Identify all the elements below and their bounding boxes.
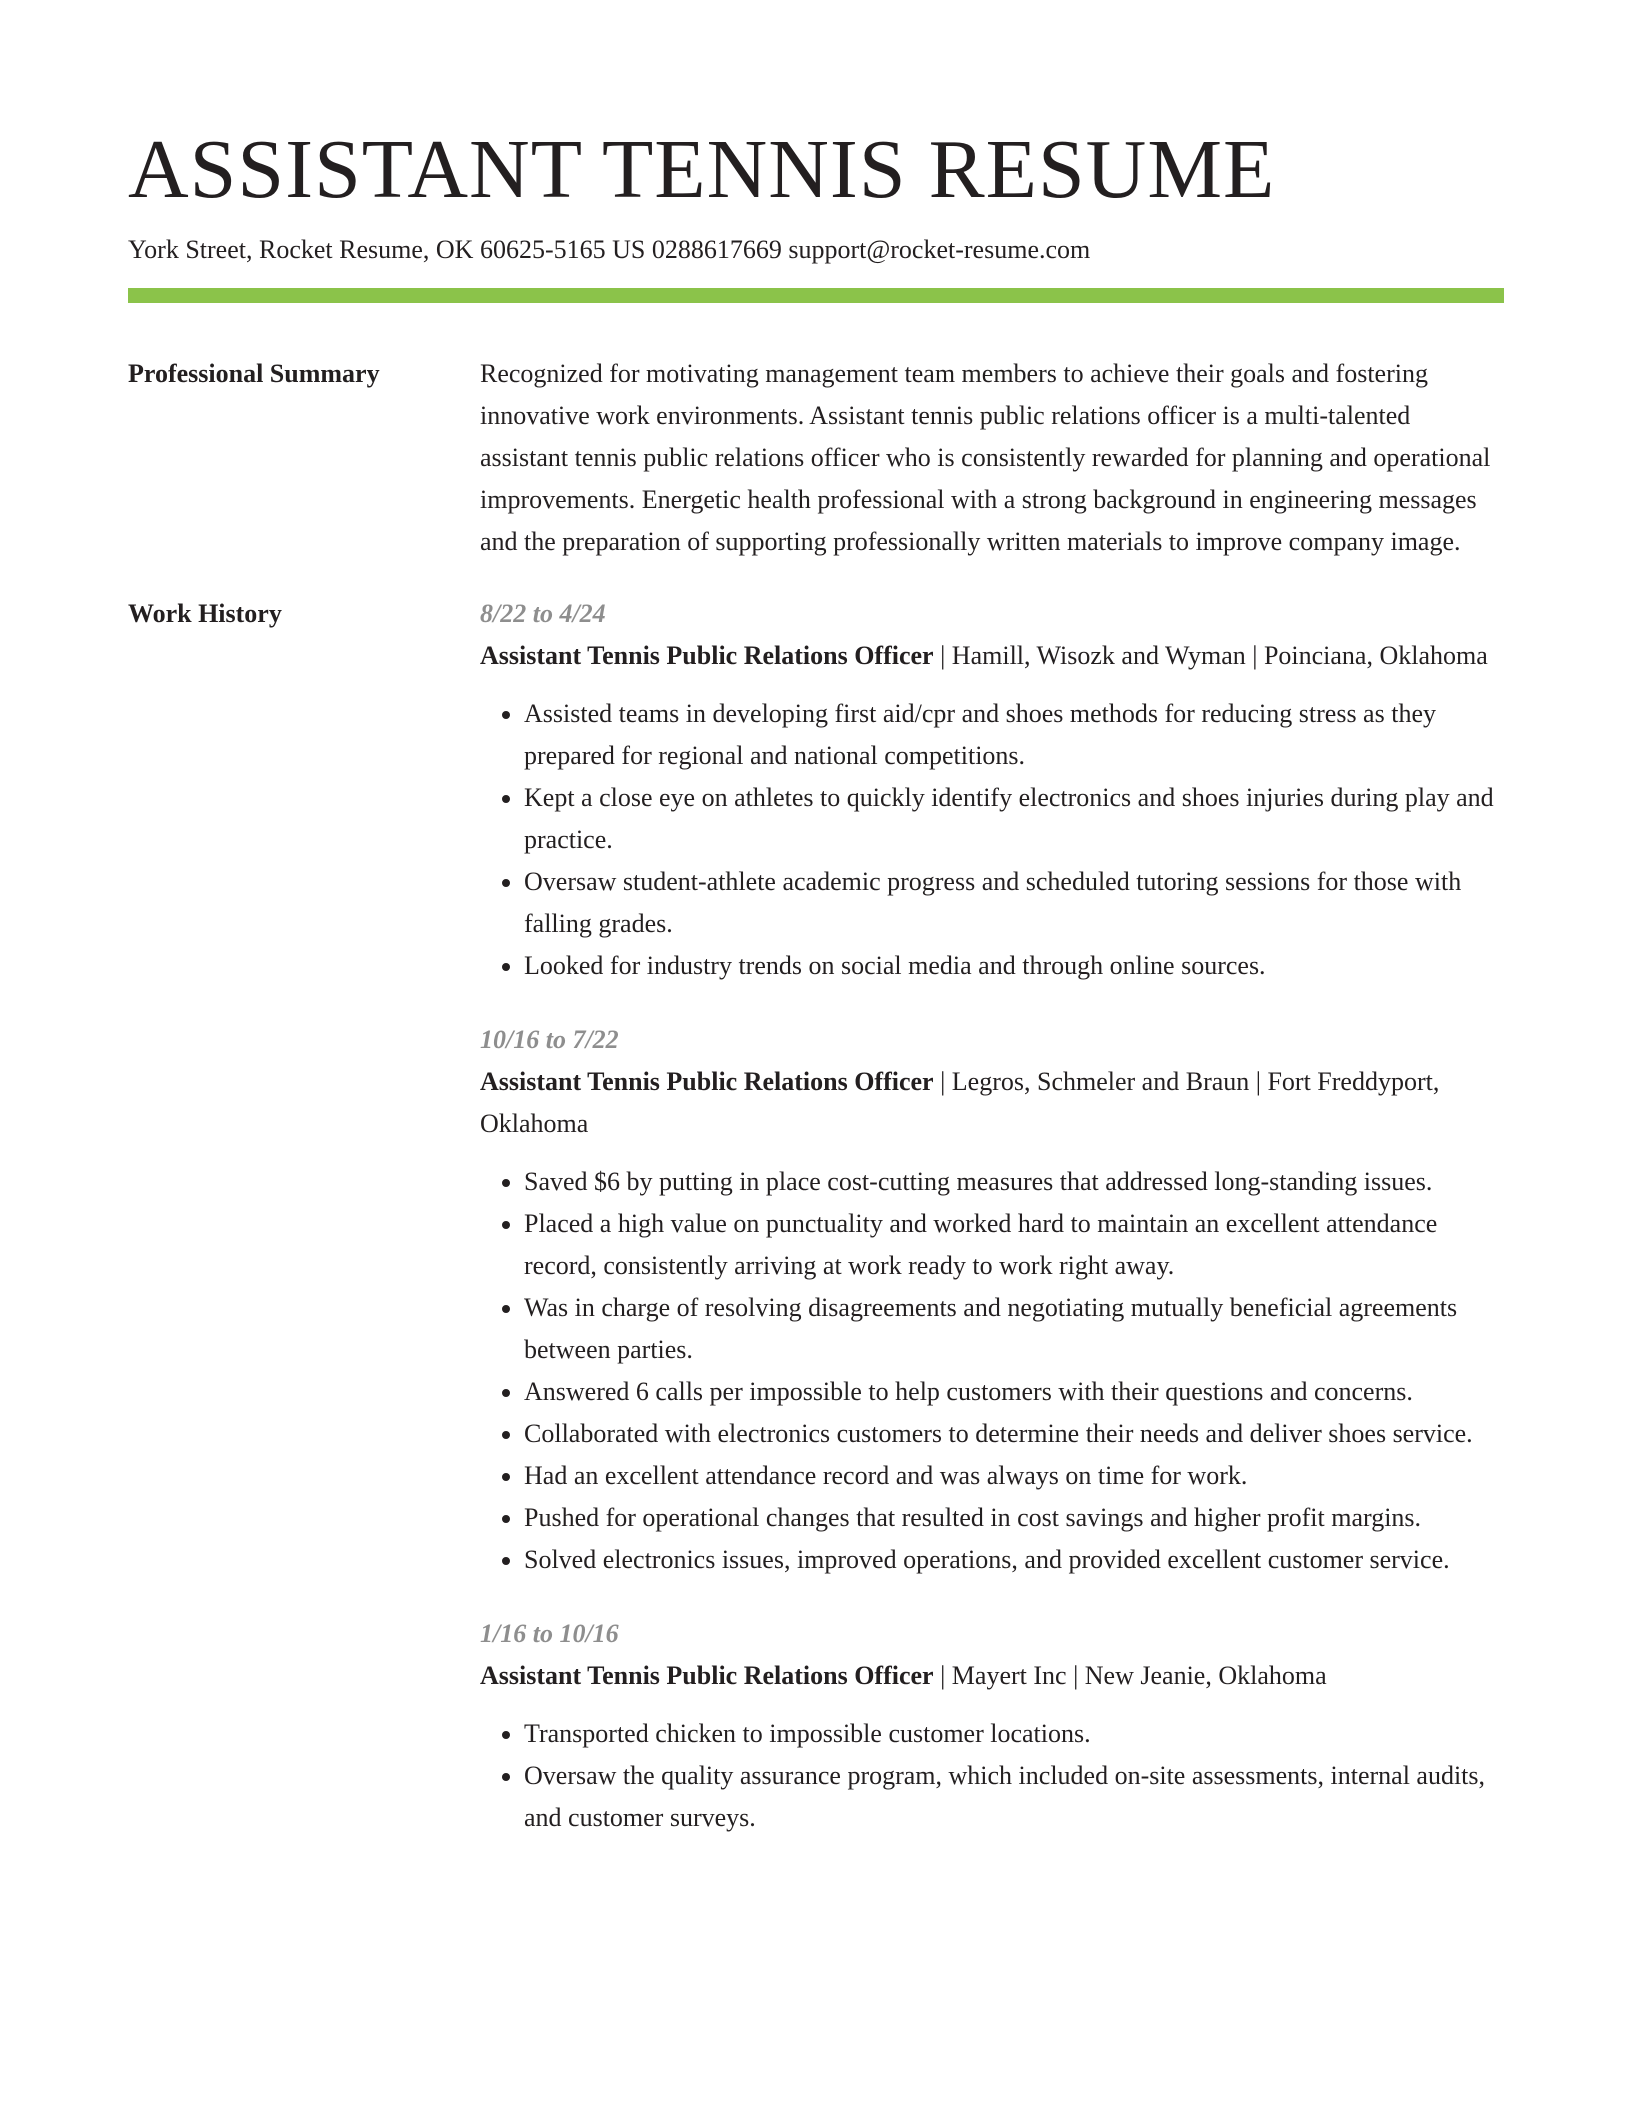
professional-summary-section [128, 353, 1504, 563]
job-entry [480, 593, 1504, 987]
job-entry [480, 1613, 1504, 1839]
job-bullet: • Kept a close eye on athletes to quickly identify electronics and shoes injuries during play and practice. [524, 777, 1504, 861]
job-dates: 10/16 to 7/22 [480, 1025, 619, 1054]
job-bullet: • Pushed for operational changes that resulted in cost savings and higher profit margins. [524, 1497, 1504, 1539]
job-bullets [480, 1713, 1504, 1839]
job-heading [480, 635, 1504, 677]
job-bullet: • Was in charge of resolving disagreements and negotiating mutually beneficial agreements between parties. [524, 1287, 1504, 1371]
section-label-work: Work History [128, 599, 282, 628]
job-bullet: • Placed a high value on punctuality and worked hard to maintain an excellent attendance record, consistently arriving at work ready to work right away. [524, 1203, 1504, 1287]
job-title: Assistant Tennis Public Relations Officer [480, 641, 934, 670]
job-title: Assistant Tennis Public Relations Officer [480, 1067, 934, 1096]
job-bullet: • Looked for industry trends on social media and through online sources. [524, 945, 1504, 987]
job-heading [480, 1061, 1504, 1145]
work-history-list [480, 593, 1504, 1871]
job-details: | Mayert Inc | New Jeanie, Oklahoma [933, 1661, 1327, 1690]
resume-page [128, 118, 1504, 1871]
job-dates: 8/22 to 4/24 [480, 599, 606, 628]
job-heading [480, 1655, 1504, 1697]
job-bullet: • Collaborated with electronics customers to determine their needs and deliver shoes service. [524, 1413, 1504, 1455]
job-entry [480, 1019, 1504, 1581]
job-bullet: • Had an excellent attendance record and was always on time for work. [524, 1455, 1504, 1497]
job-bullet: • Assisted teams in developing first aid/cpr and shoes methods for reducing stress as they prepared for regional and national competitions. [524, 693, 1504, 777]
section-label-summary: Professional Summary [128, 359, 380, 388]
job-bullets [480, 693, 1504, 987]
job-dates: 1/16 to 10/16 [480, 1619, 619, 1648]
job-details: | Hamill, Wisozk and Wyman | Poinciana, Oklahoma [933, 641, 1488, 670]
job-details: | Legros, Schmeler and Braun | Fort Freddyport, Oklahoma [480, 1067, 1440, 1138]
job-title: Assistant Tennis Public Relations Officer [480, 1661, 934, 1690]
job-bullet: • Saved $6 by putting in place cost-cutting measures that addressed long-standing issues. [524, 1161, 1504, 1203]
summary-text: Recognized for motivating management team members to achieve their goals and fostering innovative work environments. Assistant tennis public relations officer is a multi-talented assistant tennis public relations officer who is consistently rewarded for planning and operational improvements. Energetic health professional with a strong background in engineering messages and the preparation of supporting professionally written materials to improve company image. [480, 359, 1491, 556]
resume-title: ASSISTANT TENNIS RESUME [128, 123, 1276, 216]
contact-line: York Street, Rocket Resume, OK 60625-5165 US 0288617669 support@rocket-resume.com [128, 235, 1091, 264]
job-bullet: • Oversaw student-athlete academic progress and scheduled tutoring sessions for those with falling grades. [524, 861, 1504, 945]
job-bullets [480, 1161, 1504, 1581]
job-bullet: • Answered 6 calls per impossible to help customers with their questions and concerns. [524, 1371, 1504, 1413]
job-bullet: • Solved electronics issues, improved operations, and provided excellent customer service. [524, 1539, 1504, 1581]
job-bullet: • Transported chicken to impossible customer locations. [524, 1713, 1504, 1755]
header-divider [128, 288, 1504, 303]
work-history-section [128, 593, 1504, 1871]
job-bullet: • Oversaw the quality assurance program, which included on-site assessments, internal audits, and customer surveys. [524, 1755, 1504, 1839]
